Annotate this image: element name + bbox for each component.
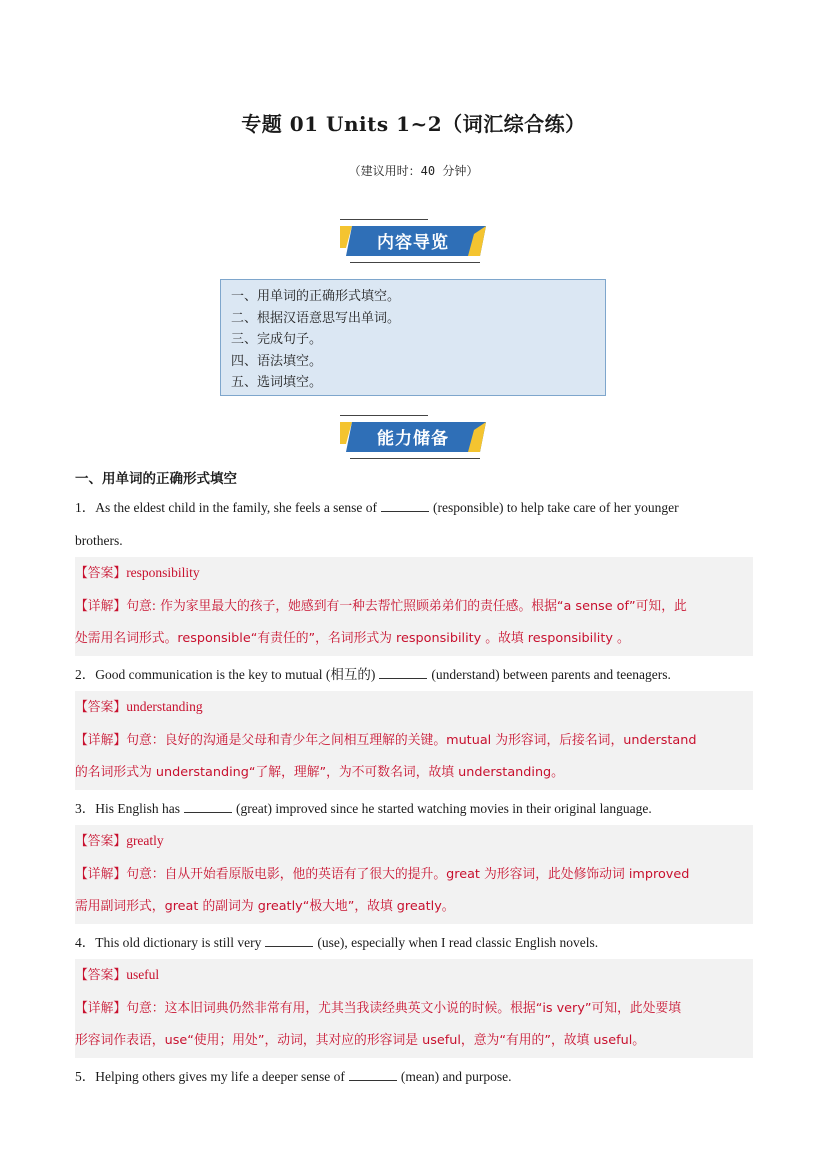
answer-text: useful [126, 967, 160, 982]
answer-text: responsibility [126, 565, 200, 580]
question-text: His English has [95, 800, 181, 816]
detail-text: 句意：良好的沟通是父母和青少年之间相互理解的关键。mutual 为形容词，后接名词，understand [126, 732, 697, 748]
banner-bottom-line [350, 262, 480, 263]
question-text: (mean) and purpose. [400, 1068, 512, 1084]
table-of-contents [220, 279, 606, 396]
answer-box [75, 557, 753, 656]
detail-tag: 【详解】 [75, 866, 127, 882]
question-text: (use), especially when I read classic English novels. [317, 934, 599, 950]
question-text: This old dictionary is still very [95, 934, 262, 950]
detail-line [75, 725, 753, 758]
detail-tag: 【详解】 [75, 1000, 127, 1016]
question-text: Helping others gives my life a deeper sense of [95, 1068, 345, 1084]
detail-text: 句意: 作为家里最大的孩子，她感到有一种去帮忙照顾弟弟们的责任感。根据“a sense of”可知，此 [126, 598, 687, 614]
detail-text: 句意：自从开始看原版电影，他的英语有了很大的提升。great 为形容词，此处修饰动词 improved [126, 866, 690, 882]
question-2 [75, 659, 753, 692]
section-heading: 一、用单词的正确形式填空 [75, 471, 237, 487]
question-text: As the eldest child in the family, she feels a sense of [95, 500, 378, 515]
overview-banner-label: 内容导览 [377, 233, 449, 253]
answer-line [75, 691, 753, 725]
skills-banner-label: 能力储备 [377, 429, 449, 449]
toc-item: 三、完成句子。 [231, 332, 323, 348]
question-number: 3． [75, 800, 96, 816]
answer-blank [184, 800, 232, 813]
question-text: (great) improved since he started watching movies in their original language. [236, 800, 652, 816]
toc-item: 一、用单词的正确形式填空。 [231, 289, 401, 304]
answer-box [75, 825, 753, 924]
detail-line: 处需用名词形式。responsible“有责任的”，名词形式为 responsibility 。故填 responsibility 。 [75, 631, 630, 646]
overview-banner [340, 219, 490, 263]
answer-box [75, 959, 753, 1058]
banner-top-line [340, 219, 428, 220]
answer-blank [265, 934, 313, 947]
detail-line [75, 859, 753, 892]
answer-line [75, 959, 753, 993]
detail-text: 句意：这本旧词典仍然非常有用，尤其当我读经典英文小说的时候。根据“is very”可知，此处要填 [126, 1000, 682, 1016]
answer-blank [349, 1068, 397, 1081]
question-1-continued: brothers. [75, 532, 123, 548]
question-text: (responsible) to help take care of her younger [433, 500, 679, 515]
answer-line [75, 825, 753, 859]
question-1 [75, 492, 753, 525]
detail-line: 需用副词形式，great 的副词为 greatly“极大地”，故填 greatly。 [75, 899, 455, 914]
question-number: 2． [75, 666, 96, 682]
detail-line [75, 591, 753, 624]
answer-tag: 【答案】 [75, 834, 127, 849]
banner-bottom-line [350, 458, 480, 459]
toc-item: 四、语法填空。 [231, 353, 323, 369]
page-title: 专题 01 Units 1~2（词汇综合练） [241, 112, 586, 136]
time-hint: （建议用时：40 分钟） [348, 164, 479, 178]
toc-item: 二、根据汉语意思写出单词。 [231, 310, 401, 326]
answer-line [75, 557, 753, 591]
detail-line: 形容词作表语，use“使用；用处”，动词，其对应的形容词是 useful，意为“有用的”，故填 useful。 [75, 1033, 646, 1048]
question-number: 5． [75, 1068, 96, 1084]
answer-box [75, 691, 753, 790]
question-text: Good communication is the key to mutual (相互的) [95, 666, 376, 682]
answer-tag: 【答案】 [75, 968, 127, 983]
toc-item: 五、选词填空。 [231, 375, 323, 391]
question-number: 4． [75, 934, 96, 950]
question-3 [75, 793, 753, 826]
detail-tag: 【详解】 [75, 732, 127, 748]
question-number: 1． [75, 500, 96, 515]
question-text: (understand) between parents and teenagers. [431, 666, 671, 682]
answer-tag: 【答案】 [75, 700, 127, 715]
answer-text: understanding [126, 699, 203, 714]
skills-banner [340, 415, 490, 459]
question-4 [75, 927, 753, 960]
answer-blank [379, 666, 427, 679]
question-5 [75, 1061, 753, 1094]
detail-line: 的名词形式为 understanding“了解，理解”，为不可数名词，故填 understanding。 [75, 765, 564, 780]
answer-tag: 【答案】 [75, 566, 127, 581]
detail-line [75, 993, 753, 1026]
answer-blank [381, 499, 429, 512]
exercise-content [75, 466, 753, 1093]
detail-tag: 【详解】 [75, 598, 127, 614]
answer-text: greatly [126, 833, 164, 848]
banner-top-line [340, 415, 428, 416]
